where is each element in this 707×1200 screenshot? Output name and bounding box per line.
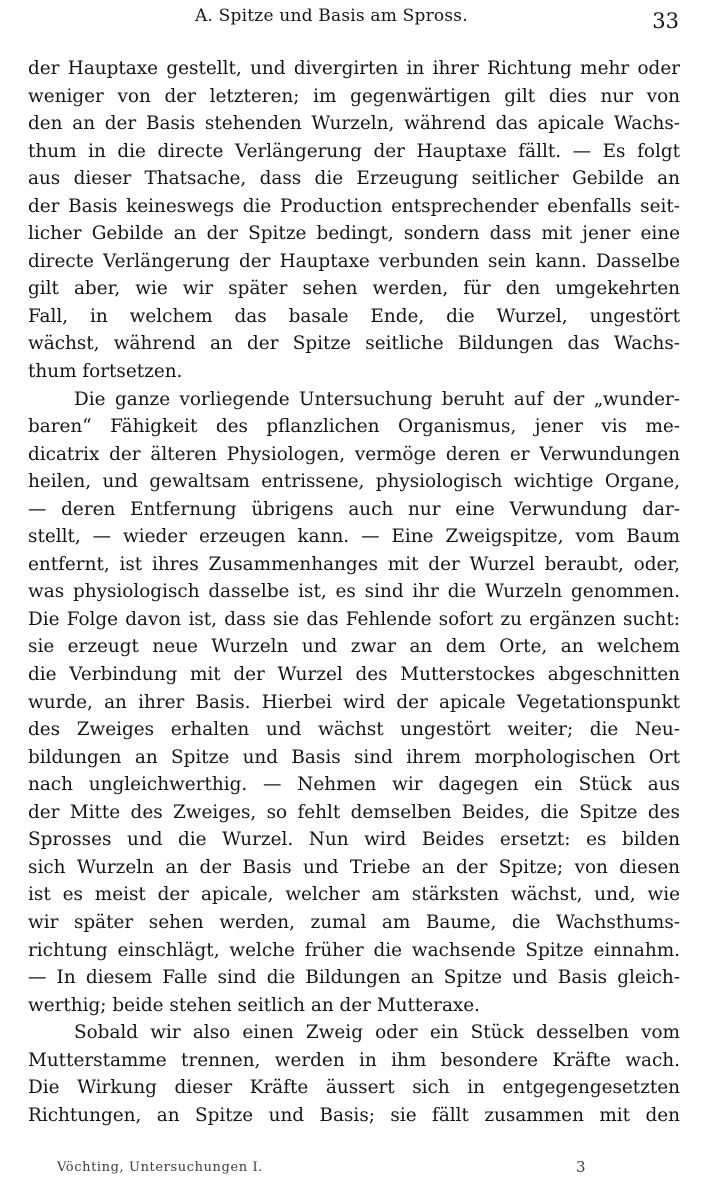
text-line: Die ganze vorliegende Untersuchung beruht auf der „wunder- [74,388,680,410]
text-line: Fall, in welchem das basale Ende, die Wurzel, ungestört [28,305,680,327]
text-line: bildungen an Spitze und Basis sind ihrem morphologischen Ort [28,746,680,768]
text-line: — deren Entfernung übrigens auch nur eine Verwundung dar- [28,498,680,520]
text-line: thum fortsetzen. [28,361,183,383]
text-line: stellt, — wieder erzeugen kann. — Eine Zweigspitze, vom Baum [28,526,680,548]
text-line: Richtungen, an Spitze und Basis; sie fällt zusammen mit den [28,1104,680,1126]
text-line: Sprosses und die Wurzel. Nun wird Beides ersetzt: es bilden [28,829,680,851]
text-line: licher Gebilde an der Spitze bedingt, sondern dass mit jener eine [28,223,680,245]
text-line: Die Wirkung dieser Kräfte äussert sich in entgegengesetzten [28,1077,680,1099]
text-line: Mutterstamme trennen, werden in ihm besondere Kräfte wach. [28,1049,680,1071]
text-line: sich Wurzeln an der Basis und Triebe an der Spitze; von diesen [28,856,680,878]
text-line: weniger von der letzteren; im gegenwärtigen gilt dies nur von [28,85,680,107]
text-line: was physiologisch dasselbe ist, es sind ihr die Wurzeln genommen. [28,581,680,603]
text-line: des Zweiges erhalten und wächst ungestört weiter; die Neu- [28,719,680,741]
text-line: baren“ Fähigkeit des pflanzlichen Organismus, jener vis me- [28,416,680,438]
paragraph-3 [28,1019,680,1129]
running-title: A. Spitze und Basis am Spross. [195,6,468,26]
text-line: nach ungleichwerthig. — Nehmen wir dagegen ein Stück aus [28,774,680,796]
text-line: wächst, während an der Spitze seitliche Bildungen das Wachs- [28,333,680,355]
text-line: werthig; beide stehen seitlich an der Mutteraxe. [28,994,481,1016]
text-line: thum in die directe Verlängerung der Hauptaxe fällt. — Es folgt [28,140,680,162]
paragraph-1 [28,55,680,386]
footer-signature: Vöchting, Untersuchungen I. [57,1160,263,1175]
text-line: wurde, an ihrer Basis. Hierbei wird der apicale Vegetationspunkt [28,691,680,713]
text-line: ist es meist der apicale, welcher am stärksten wächst, und, wie [28,884,680,906]
text-line: den an der Basis stehenden Wurzeln, während das apicale Wachs- [28,113,680,135]
text-line: die Verbindung mit der Wurzel des Mutterstockes abgeschnitten [28,664,680,686]
page-number: 33 [652,9,679,33]
text-line: der Hauptaxe gestellt, und divergirten in ihrer Richtung mehr oder [28,58,680,79]
text-line: wir später sehen werden, zumal am Baume, die Wachsthums- [28,911,680,933]
text-line: aus dieser Thatsache, dass die Erzeugung seitlicher Gebilde an [28,168,680,190]
body-text [28,55,680,1129]
text-line: der Basis keineswegs die Production entsprechender ebenfalls seit- [28,195,680,217]
text-line: sie erzeugt neue Wurzeln und zwar an dem Orte, an welchem [28,636,680,658]
text-line: Sobald wir also einen Zweig oder ein Stück desselben vom [74,1022,680,1044]
text-line: heilen, und gewaltsam entrissene, physiologisch wichtige Organe, [28,471,680,493]
paragraph-2 [28,386,680,1020]
text-line: der Mitte des Zweiges, so fehlt demselben Beides, die Spitze des [28,801,680,823]
sheet-mark: 3 [576,1158,586,1176]
text-line: — In diesem Falle sind die Bildungen an Spitze und Basis gleich- [28,967,680,989]
text-line: dicatrix der älteren Physiologen, vermöge deren er Verwundungen [28,443,680,465]
text-line: gilt aber, wie wir später sehen werden, für den umgekehrten [28,278,680,300]
text-line: Die Folge davon ist, dass sie das Fehlende sofort zu ergänzen sucht: [28,608,680,630]
text-line: richtung einschlägt, welche früher die wachsende Spitze einnahm. [28,939,680,961]
text-line: directe Verlängerung der Hauptaxe verbunden sein kann. Dasselbe [28,250,680,272]
text-line: entfernt, ist ihres Zusammenhanges mit der Wurzel beraubt, oder, [28,553,680,575]
